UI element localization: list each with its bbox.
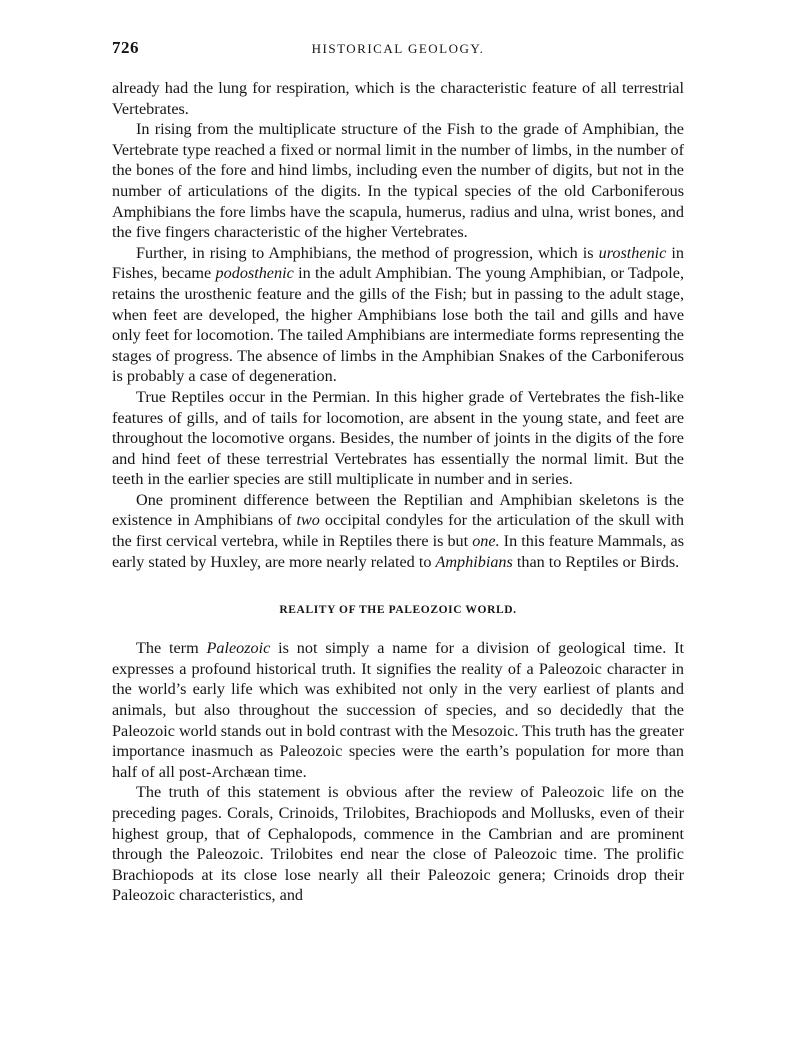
page-number: 726 (112, 38, 139, 57)
italic-text: Amphibians (435, 552, 513, 571)
paragraph (112, 490, 684, 572)
text-run: In this feature Mammals, as early stated by Huxley, are more nearly related to (112, 532, 685, 571)
text-run: in Fishes, became (112, 243, 684, 283)
text-run: The term (136, 639, 207, 658)
text-run: already had the lung for respiration, which is the characteristic feature of all terrestrial Vertebrates. (112, 79, 684, 118)
italic-text: Paleozoic (206, 639, 271, 658)
text-run: True Reptiles occur in the Permian. In this higher grade of Vertebrates the fish-like features of gills, and of tails for locomotion, are absent in the young state, and feet are throughout the locomotive organs. Besides, the number of joints in the digits of the fore and hind feet of these terrestrial Vertebrates has essentially the normal limit. But the teeth in the earlier species are still multiplicate in number and in series. (112, 387, 684, 489)
text-run: than to Reptiles or Birds. (512, 552, 680, 571)
paragraph (112, 243, 684, 387)
italic-text: urosthenic (598, 243, 667, 262)
text-run: In rising from the multiplicate structure of the Fish to the grade of Amphibian, the Vertebrate type reached a fixed or normal limit in the number of limbs, in the number of the bones of the fore and hind limbs, including even the number of digits, but not in the number of articulations of the digits. In the typical species of the old Carboniferous Amphibians the fore limbs have the scapula, humerus, radius and ulna, wrist bones, and the five fingers characteristic of the higher Vertebrates. (112, 120, 684, 242)
section-heading: REALITY OF THE PALEOZOIC WORLD. (279, 604, 517, 617)
text-run: is not simply a name for a division of geological time. It expresses a profound historical truth. It signifies the reality of a Paleozoic character in the world’s early life which was exhibited not only in the very earliest of plants and animals, but also throughout the succession of species, and so decidedly that the Paleozoic world stands out in bold contrast with the Mesozoic. This truth has the greater importance inasmuch as Paleozoic species were the earth’s population for more than half of all post-Archæan time. (112, 639, 684, 781)
paragraph (112, 638, 684, 782)
running-head (112, 38, 684, 64)
italic-text: one. (472, 532, 500, 551)
text-run: in the adult Amphibian. The young Amphibian, or Tadpole, retains the urosthenic feature and the gills of the Fish; but in passing to the adult stage, when feet are developed, the higher Amphibians lose both the tail and gills and have only feet for locomotion. The tailed Amphibians are intermediate forms representing the stages of progress. The absence of limbs in the Amphibian Snakes of the Carboniferous is probably a case of degeneration. (112, 264, 684, 386)
text-run: occipital condyles for the articulation of the skull with the first cervical vertebra, while in Reptiles there is but (112, 511, 684, 551)
section-body-text (112, 638, 684, 906)
book-page (112, 38, 684, 906)
paragraph (112, 78, 684, 119)
body-text (112, 78, 684, 572)
text-run: Further, in rising to Amphibians, the method of progression, which is (136, 243, 599, 262)
paragraph (112, 782, 684, 906)
running-title: HISTORICAL GEOLOGY. (311, 41, 485, 56)
text-run: The truth of this statement is obvious after the review of Paleozoic life on the preceding pages. Corals, Crinoids, Trilobites, Brachiopods and Mollusks, even of their highest group, that of Cephalopods, commence in the Cambrian and are prominent through the Paleozoic. Trilobites end near the close of Paleozoic time. The prolific Brachiopods at its close lose nearly all their Paleozoic genera; Crinoids drop their Paleozoic characteristics, and (112, 783, 684, 905)
italic-text: podosthenic (215, 264, 294, 283)
italic-text: two (296, 511, 320, 530)
paragraph (112, 119, 684, 243)
paragraph (112, 387, 684, 490)
text-run: One prominent difference between the Reptilian and Amphibian skeletons is the existence in Amphibians of (112, 490, 684, 530)
